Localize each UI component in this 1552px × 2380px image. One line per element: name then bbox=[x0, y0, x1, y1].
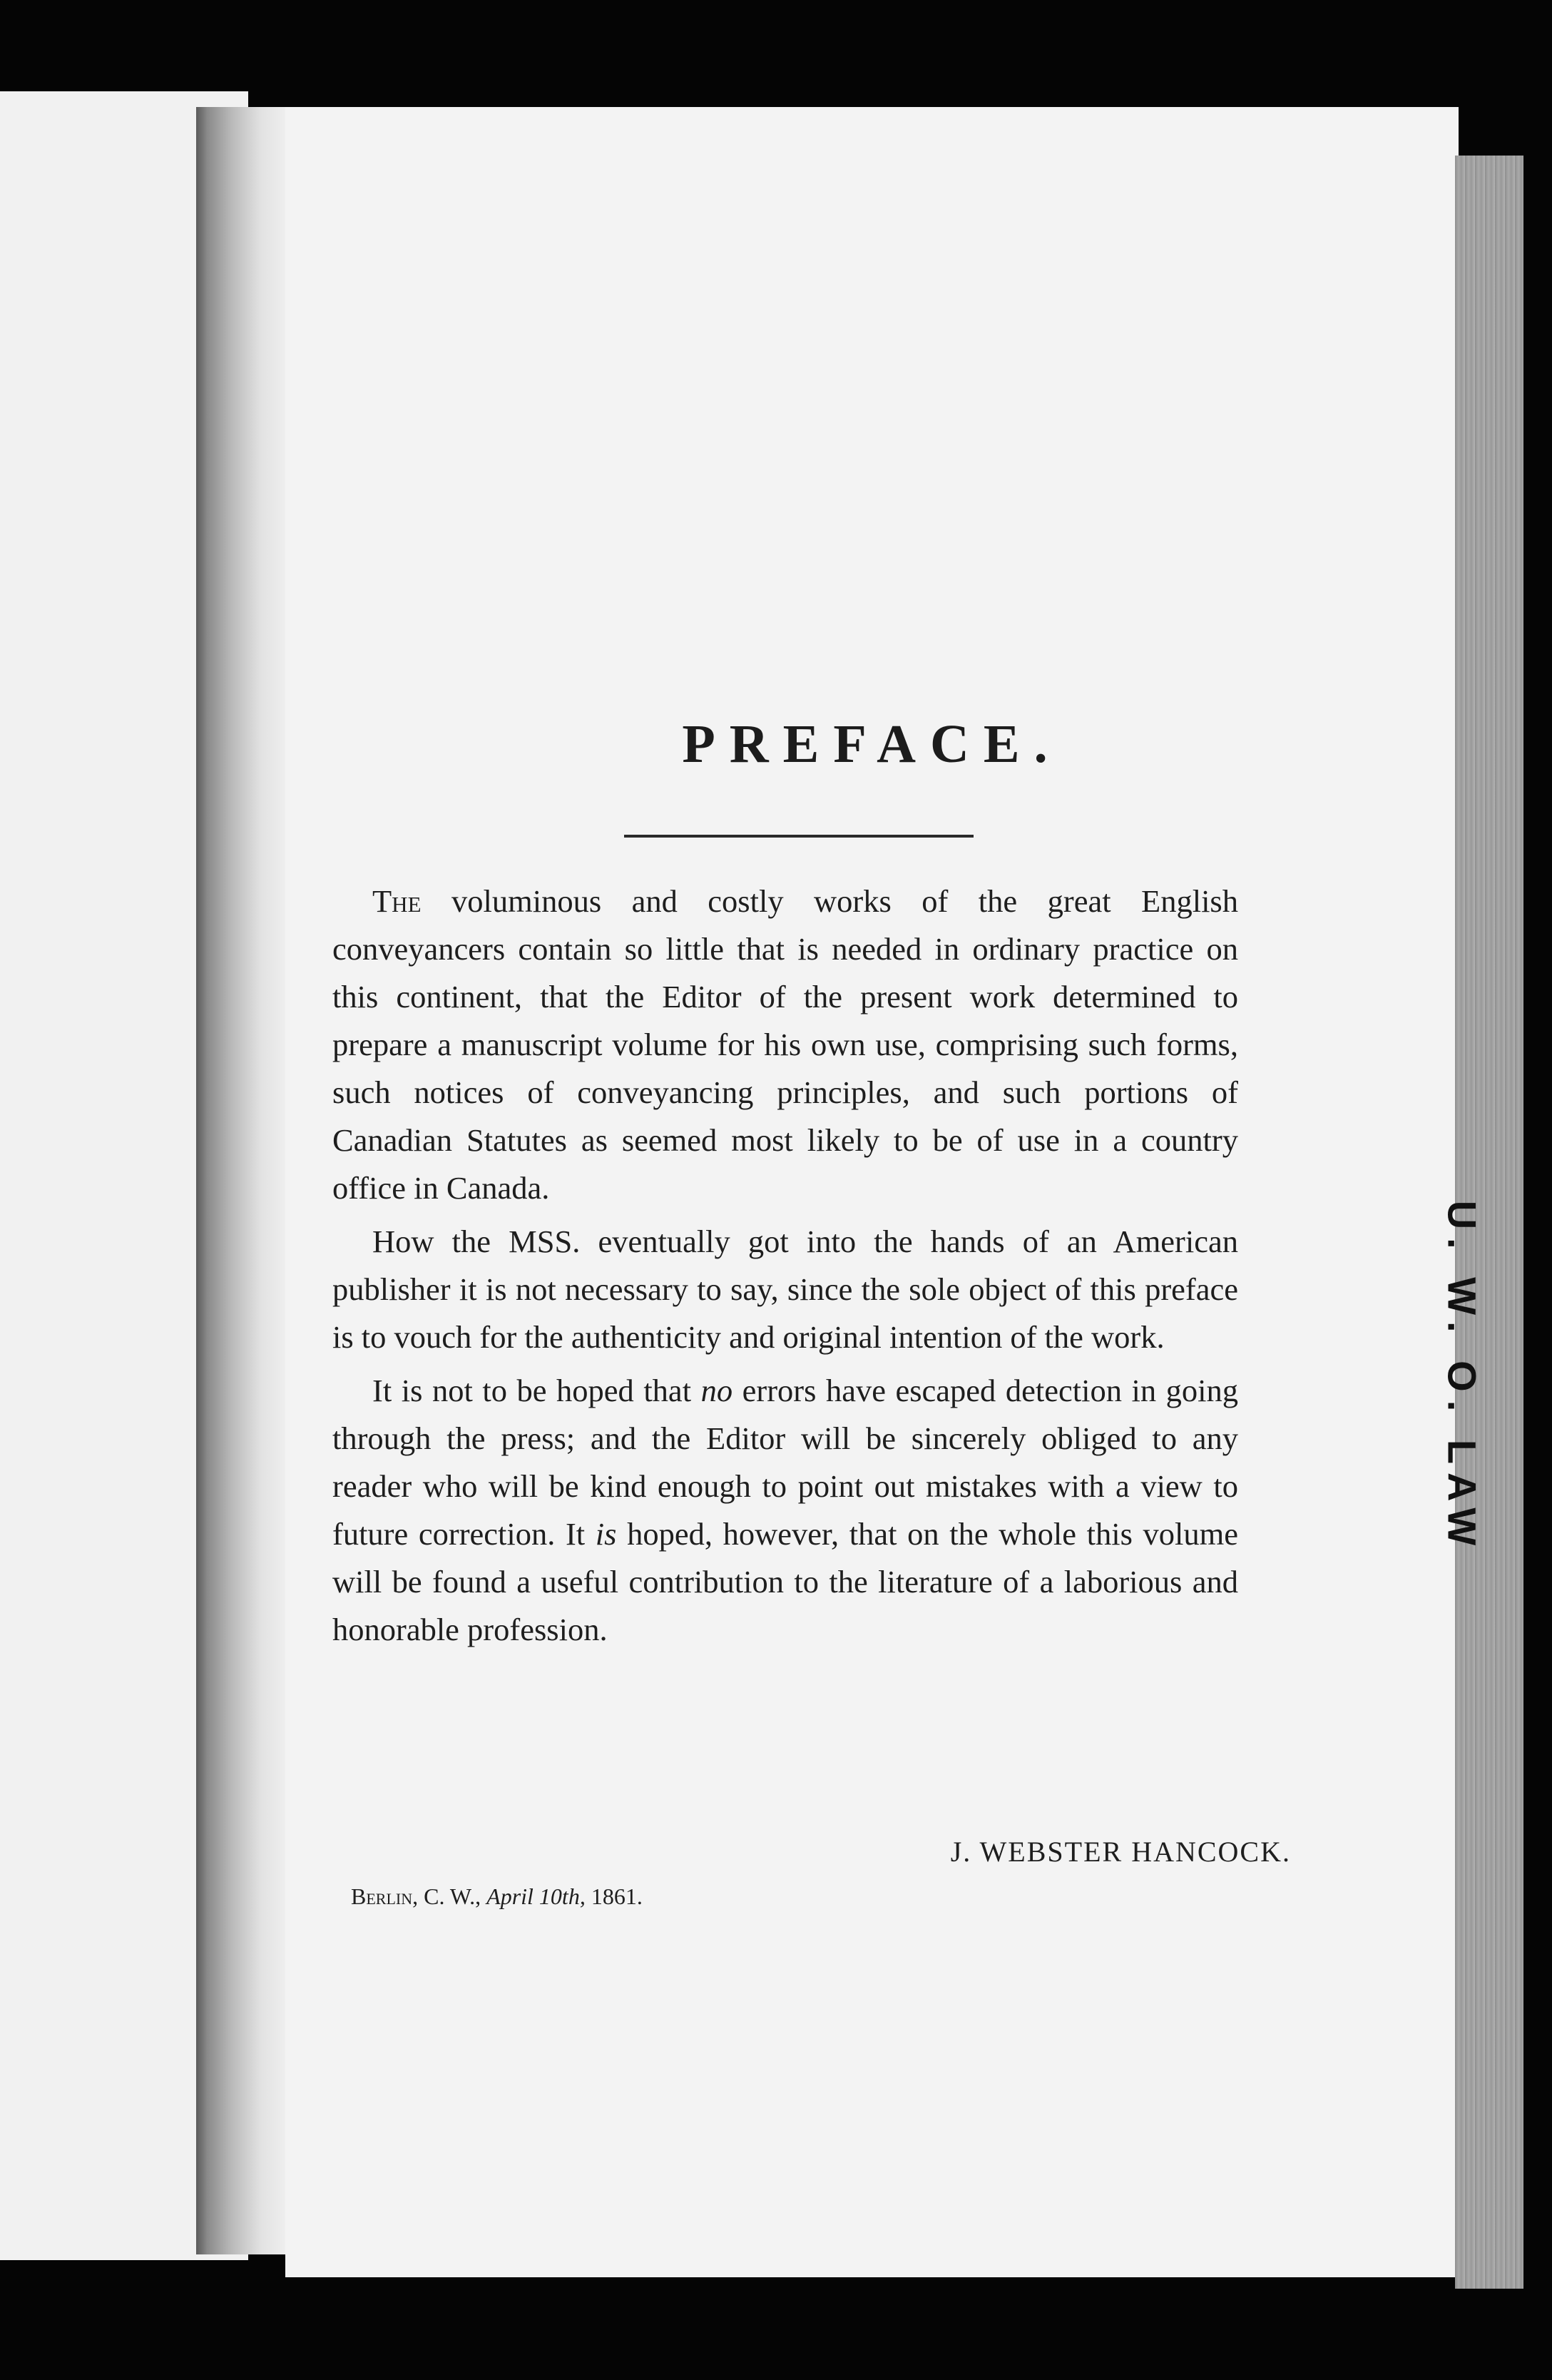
paragraph-3-emphasis-b: is bbox=[595, 1516, 617, 1552]
paragraph-3-emphasis-a: no bbox=[700, 1373, 733, 1408]
title-rule bbox=[624, 835, 974, 838]
author-signature: J. WEBSTER HANCOCK. bbox=[950, 1836, 1291, 1868]
paragraph-3-text-c: hoped, however, that on the whole this volume will be found a useful contribution to the literature of a laborious and honorable profession. bbox=[332, 1516, 1238, 1647]
page-title: PREFACE. bbox=[682, 714, 1062, 774]
paragraph-3-text-b: errors have escaped detection in going through the press; and the Editor will be sincerely obliged to any reader who will be kind enough to point out mistakes with a view to future correction. It bbox=[332, 1373, 1238, 1552]
paragraph-3 bbox=[332, 1367, 1238, 1654]
library-spine-label bbox=[1426, 1184, 1498, 1570]
preface-body bbox=[332, 878, 1238, 1659]
book-gutter bbox=[196, 107, 289, 2254]
paragraph-1 bbox=[332, 878, 1238, 1212]
paragraph-1-lead: The bbox=[372, 883, 422, 919]
dateline-date: April 10th, bbox=[486, 1883, 586, 1909]
dateline-year: 1861. bbox=[591, 1883, 643, 1909]
dateline bbox=[351, 1883, 643, 1910]
dateline-place: Berlin, C. W., bbox=[351, 1883, 481, 1909]
paragraph-3-text-a: It is not to be hoped that bbox=[372, 1373, 701, 1408]
paragraph-1-text: voluminous and costly works of the great English conveyancers contain so little that is needed in ordinary practice on this continent, that the Editor of the present work determined to prepare a manuscript volume for his own use, comprising such forms, such notices of conveyancing principles, and such portions of Canadian Statutes as seemed most likely to be of use in a country office in Canada. bbox=[332, 883, 1238, 1206]
spine-label-text: U. W. O. LAW bbox=[1439, 1200, 1485, 1554]
paragraph-2: How the MSS. eventually got into the hands of an American publisher it is not necessary to say, since the sole object of this preface is to vouch for the authenticity and original intention of the work. bbox=[332, 1224, 1238, 1355]
